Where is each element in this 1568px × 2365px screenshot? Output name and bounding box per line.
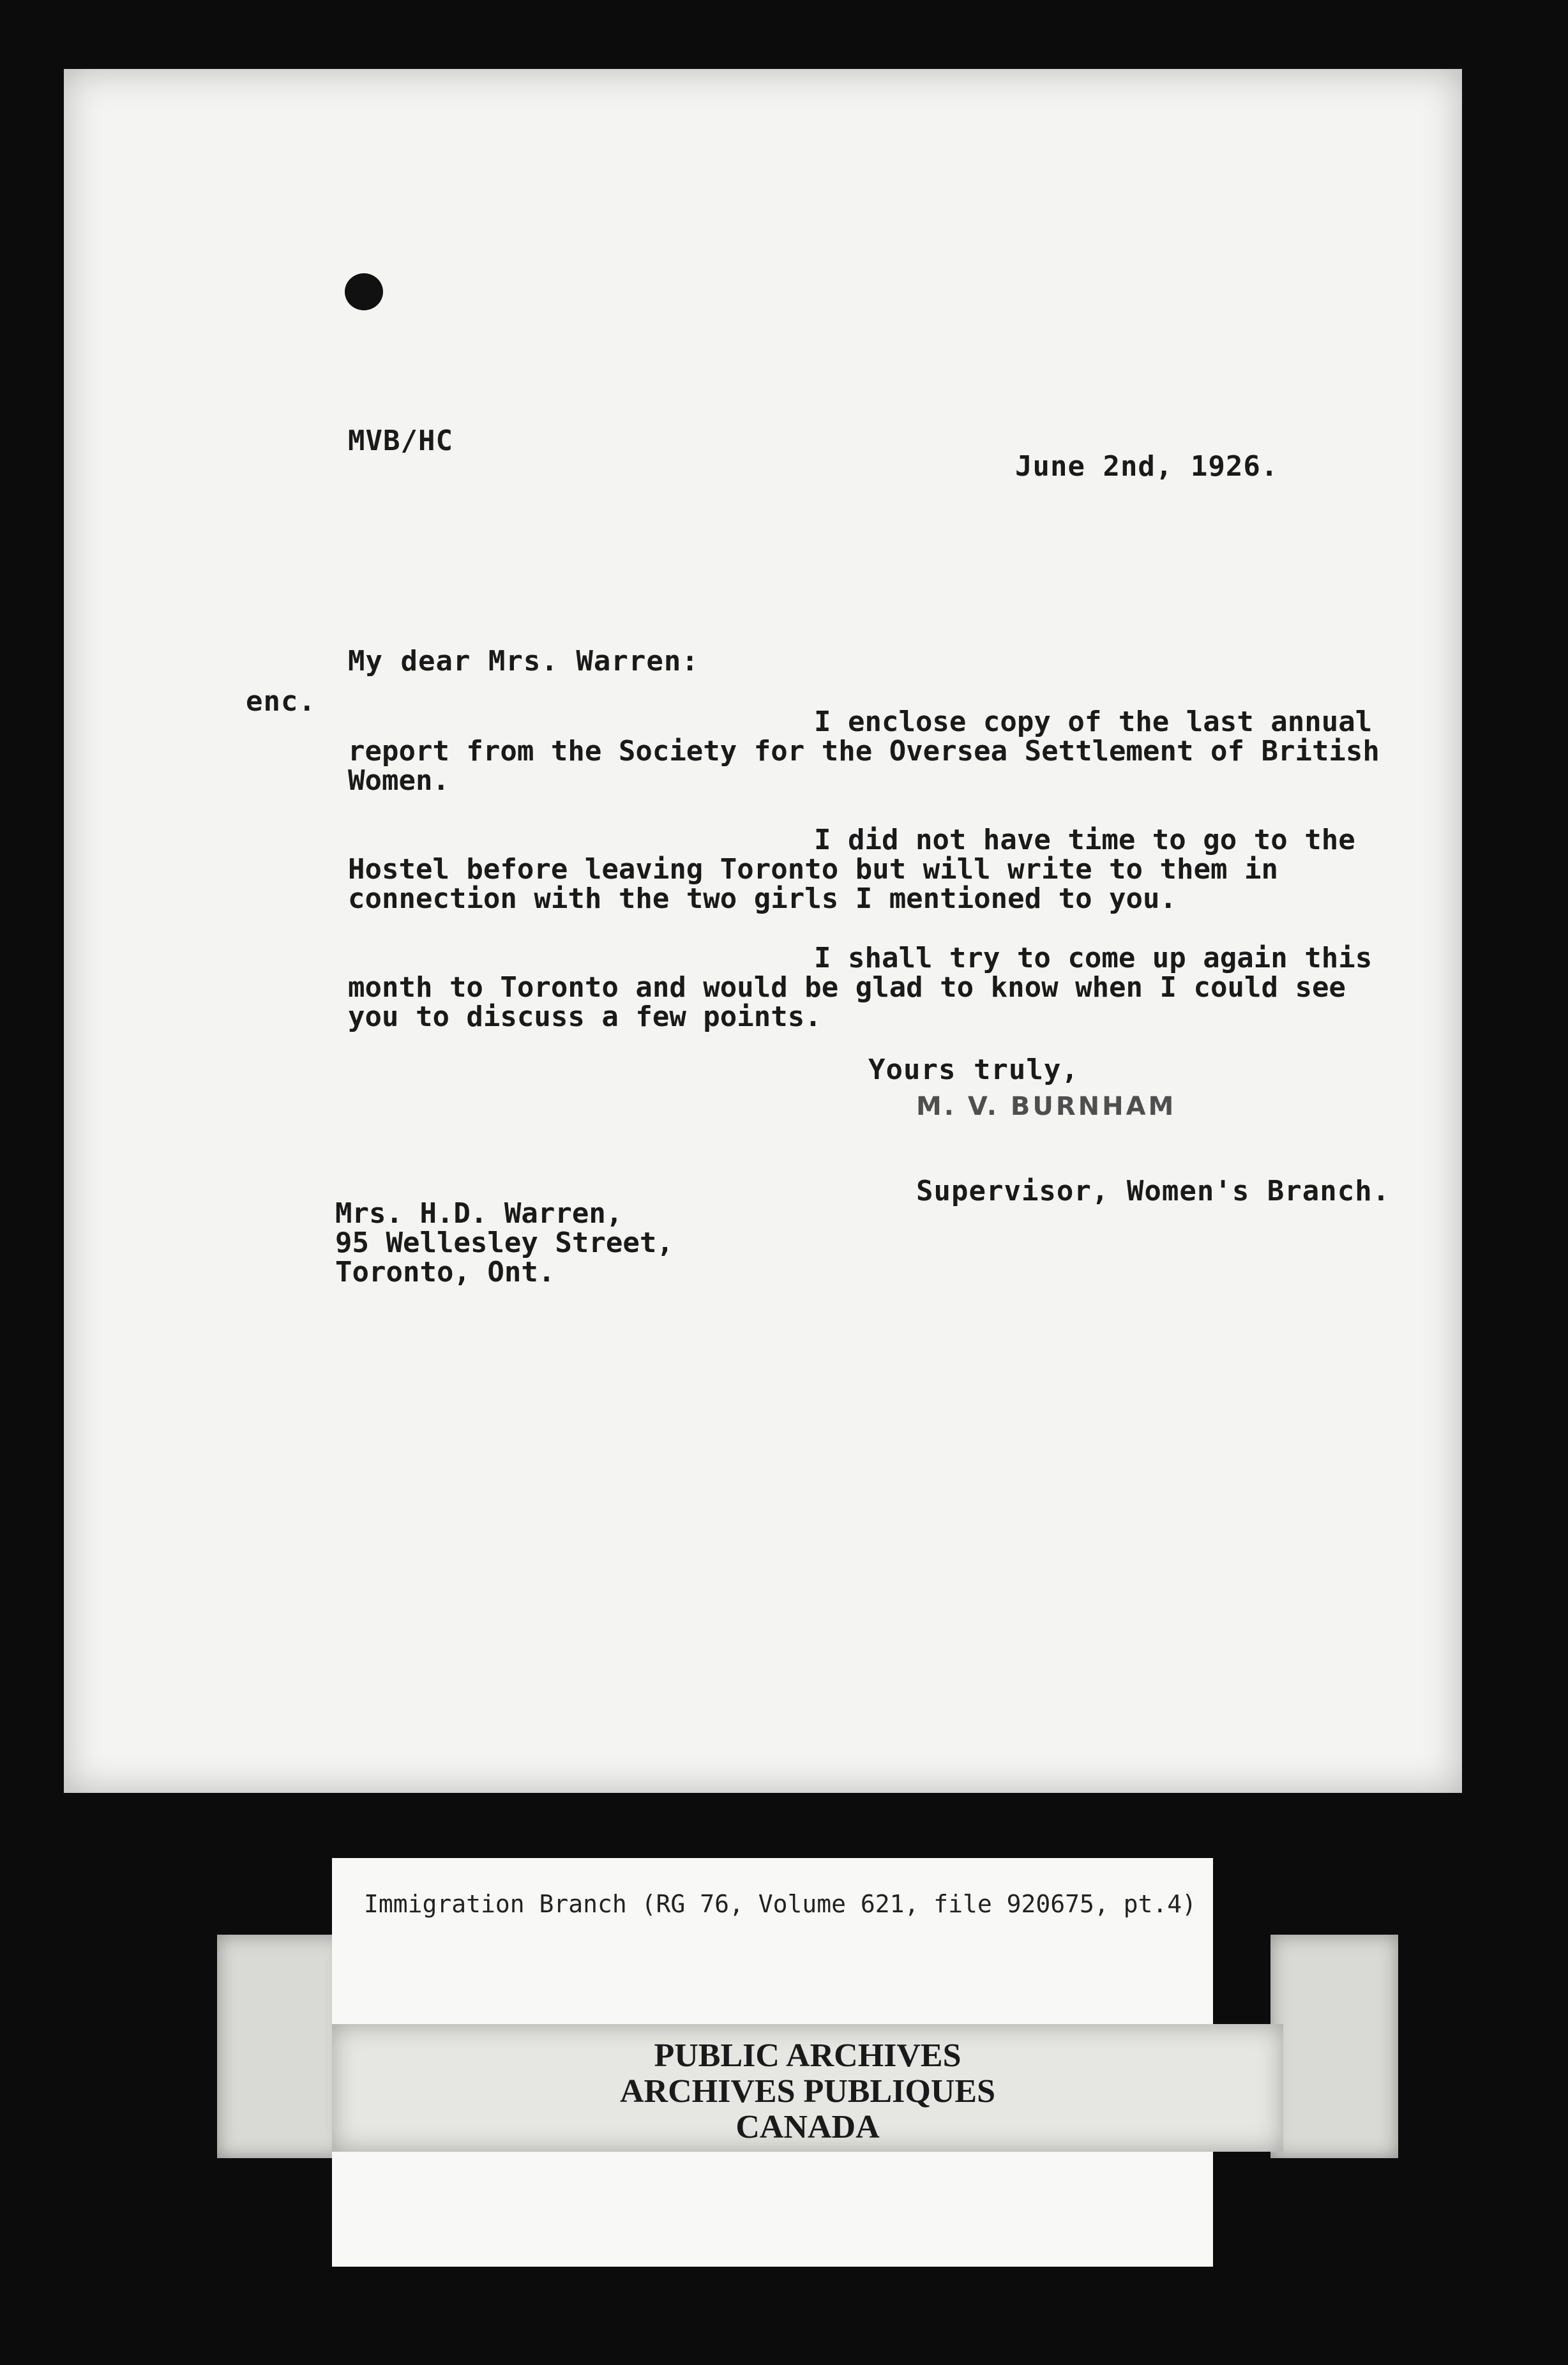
paragraph-2 — [348, 826, 1355, 914]
address-line: 95 Wellesley Street, — [335, 1227, 674, 1259]
archive-stamp — [332, 2024, 1283, 2152]
reference-initials: MVB/HC — [348, 425, 453, 457]
tape-right — [1270, 1935, 1398, 2158]
stamp-line: CANADA — [735, 2109, 880, 2145]
paragraph-1-line: I enclose copy of the last annual — [814, 706, 1373, 738]
recipient-address — [335, 1199, 674, 1287]
stamp-line: ARCHIVES PUBLIQUES — [619, 2073, 996, 2110]
paragraph-2-line: I did not have time to go to the — [814, 824, 1355, 856]
paragraph-3-line: you to discuss a few points. — [348, 1001, 822, 1033]
closing: Yours truly, — [868, 1054, 1079, 1086]
signer-title: Supervisor, Women's Branch. — [916, 1175, 1391, 1207]
paragraph-2-line: Hostel before leaving Toronto but will write to them in — [348, 853, 1278, 886]
paragraph-3-line: I shall try to come up again this — [814, 942, 1373, 974]
paragraph-1-line: report from the Society for the Oversea Settlement of British — [348, 735, 1380, 767]
enclosure-note: enc. — [246, 685, 316, 718]
paragraph-3-line: month to Toronto and would be glad to know when I could see — [348, 971, 1346, 1004]
tape-left — [217, 1935, 345, 2158]
salutation: My dear Mrs. Warren: — [348, 645, 699, 677]
letter-date: June 2nd, 1926. — [1015, 450, 1279, 483]
punch-hole — [345, 273, 383, 310]
address-line: Toronto, Ont. — [335, 1256, 555, 1288]
paragraph-2-line: connection with the two girls I mentioned to you. — [348, 882, 1177, 915]
letter-page — [64, 69, 1462, 1793]
paragraph-3 — [348, 944, 1372, 1032]
signature-stamp: M. V. BURNHAM — [916, 1092, 1177, 1121]
address-line: Mrs. H.D. Warren, — [335, 1197, 623, 1230]
stamp-line: PUBLIC ARCHIVES — [654, 2037, 961, 2074]
paragraph-1 — [348, 707, 1380, 796]
paragraph-1-line: Women. — [348, 764, 449, 797]
archive-citation: Immigration Branch (RG 76, Volume 621, file 920675, pt.4) — [364, 1890, 1197, 1918]
